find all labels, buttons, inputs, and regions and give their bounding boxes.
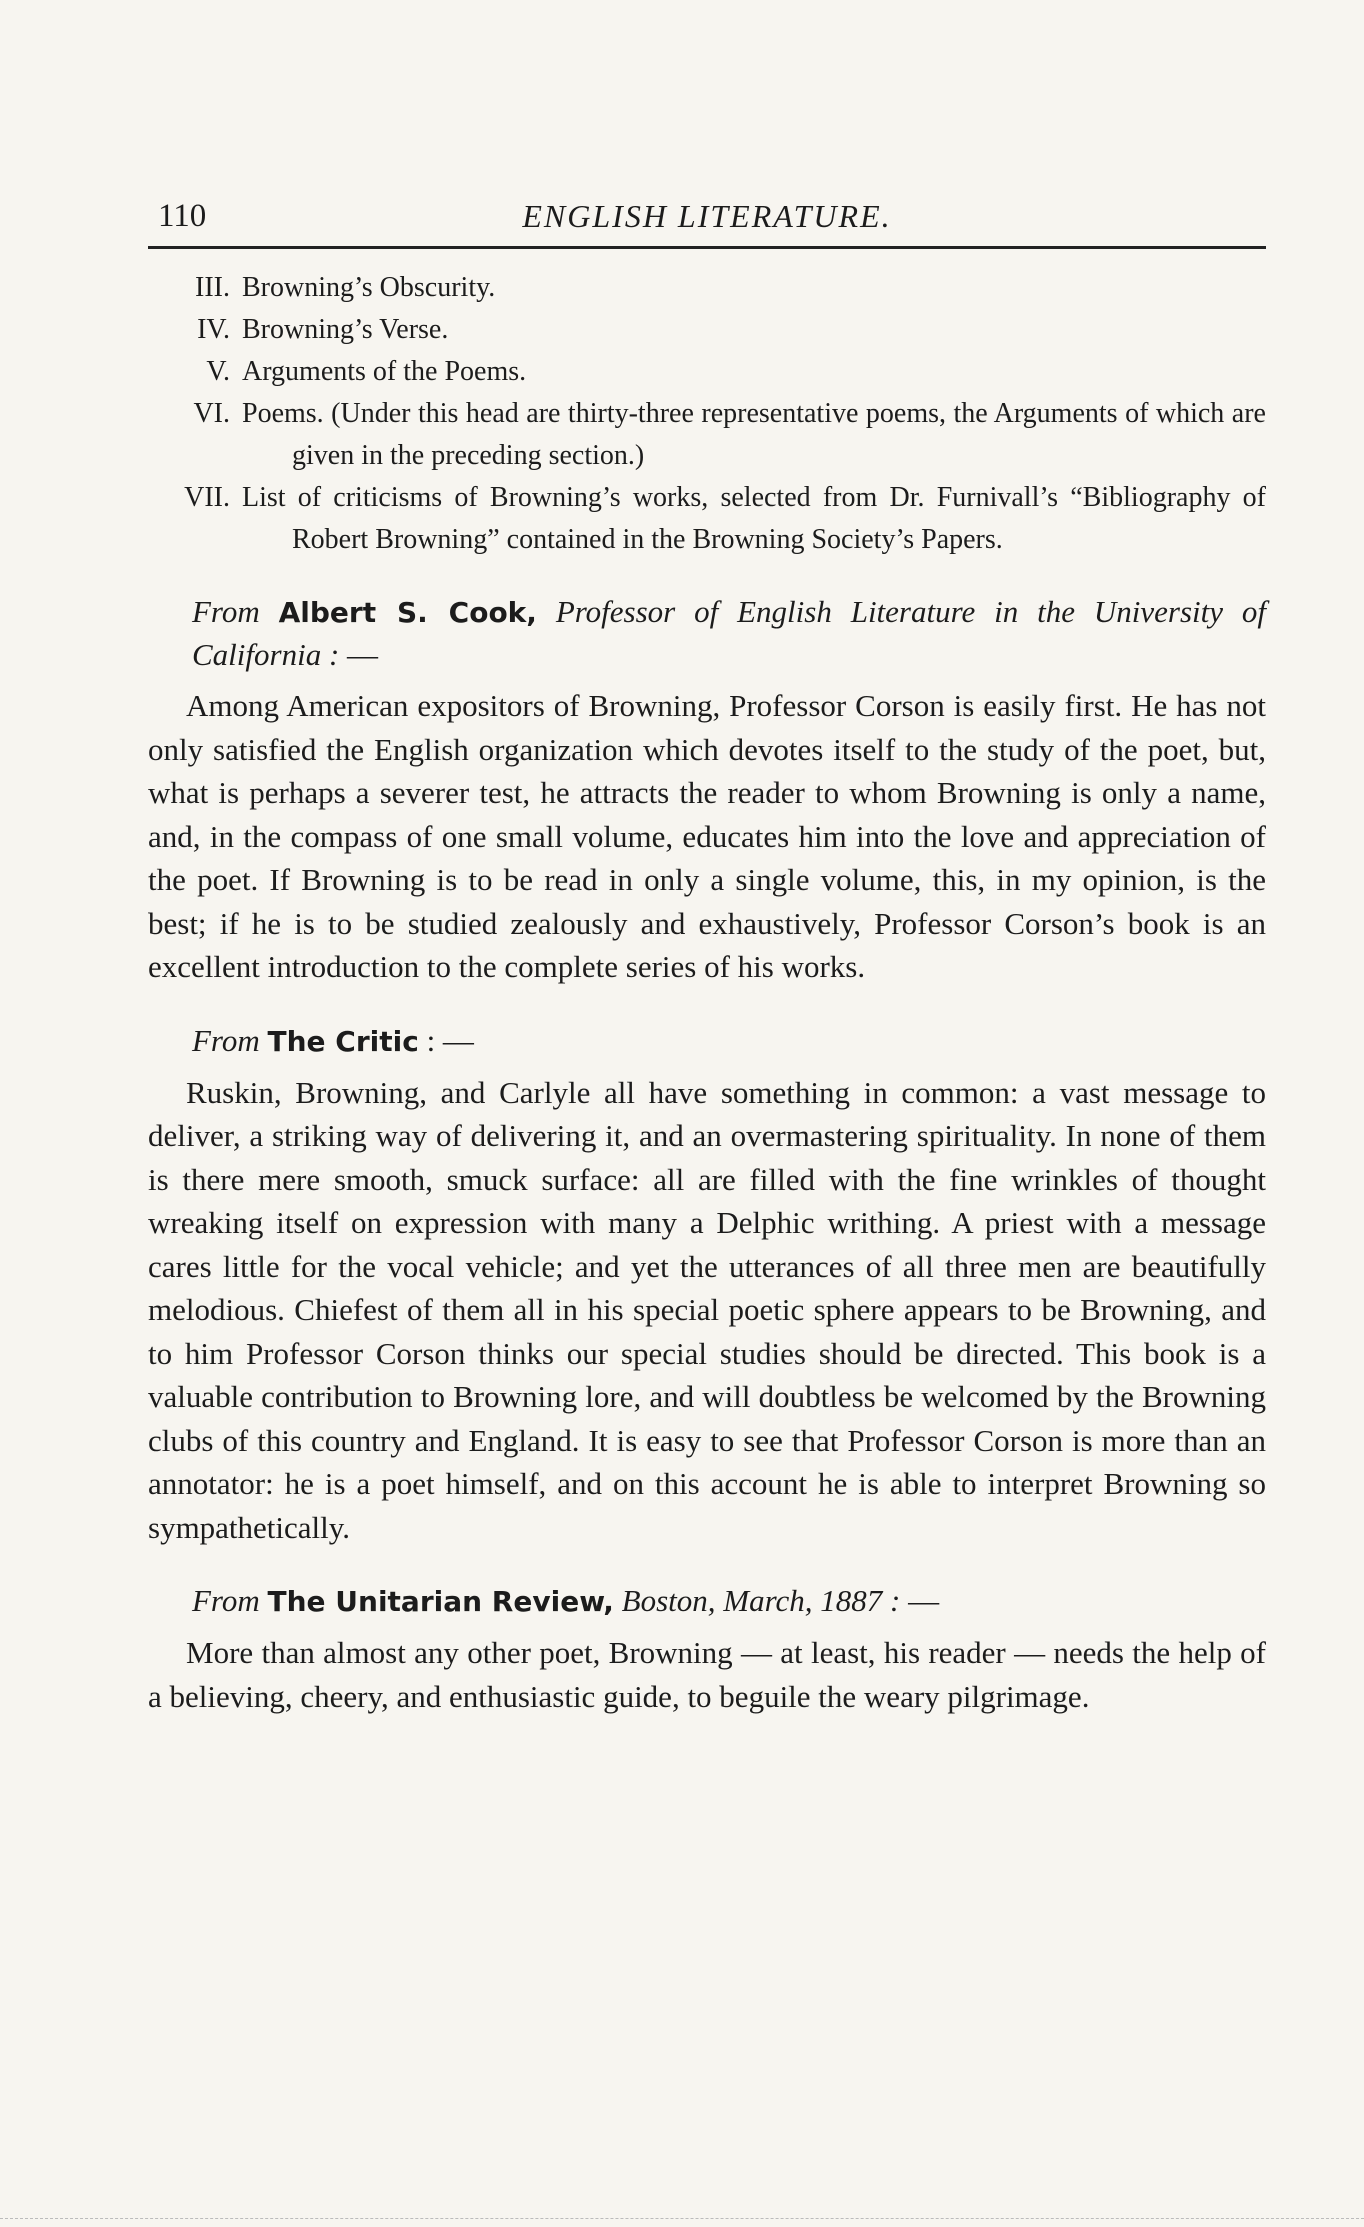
list-item-number: V.: [206, 356, 230, 387]
page-edge-divider: [0, 2218, 1364, 2219]
list-item-number: VII.: [184, 482, 230, 513]
list-item-text: Poems. (Under this head are thirty-three representative poems, the Arguments of which are given in the preceding section.): [242, 398, 1266, 471]
list-item-number: VI.: [193, 398, 230, 429]
review-text: Among American expositors of Browning, Professor Corson is easily first. He has not only satisfied the English organization which devotes itself to the study of the poet, but, what is perhaps a severer test, he attracts the reader to whom Browning is only a name, and, in the compass of one small volume, educates him into the love and appreciation of the poet. If Browning is to be read in only a single volume, this, in my opinion, is the best; if he is to be studied zealously and exhaustively, Professor Corson’s book is an excellent introduction to the complete series of his works.: [148, 688, 1266, 984]
source-from: From: [192, 1022, 260, 1058]
source-name: Albert S. Cook,: [278, 596, 537, 629]
list-item-text: Arguments of the Poems.: [242, 356, 527, 387]
running-title: ENGLISH LITERATURE.: [522, 198, 892, 234]
source-heading: [148, 1580, 1266, 1623]
list-item-text: Browning’s Verse.: [242, 314, 449, 345]
review-text: Ruskin, Browning, and Carlyle all have something in common: a vast message to deliver, a striking way of delivering it, and an overmastering spirituality. In none of them is there mere smooth, smuck surface: all are filled with the fine wrinkles of thought wreaking itself on expression with many a Delphic writhing. A priest with a message cares little for the vocal vehicle; and yet the utterances of all three men are beautifully melodious. Chiefest of them all in his special poetic sphere appears to be Browning, and to him Professor Corson thinks our special studies should be directed. This book is a valuable contribution to Browning lore, and will doubtless be welcomed by the Browning clubs of this country and England. It is easy to see that Professor Corson is more than an annotator: he is a poet himself, and on this account he is able to interpret Browning so sympathetically.: [148, 1074, 1266, 1545]
page-header: [148, 188, 1266, 249]
source-heading: [148, 591, 1266, 676]
page: [148, 188, 1266, 1749]
list-item: [148, 309, 1266, 351]
review-critic: [148, 1020, 1266, 1550]
source-name: The Unitarian Review,: [267, 1585, 614, 1618]
list-item-number: III.: [195, 272, 230, 303]
list-item-number: IV.: [197, 314, 230, 345]
source-dash: —: [339, 637, 379, 672]
source-dash: : —: [418, 1022, 474, 1058]
source-dash: —: [900, 1583, 940, 1618]
page-number: 110: [158, 198, 207, 234]
review-unitarian: [148, 1580, 1266, 1718]
source-heading: [148, 1020, 1266, 1063]
source-affiliation: Professor of English Literature in the University of California :: [192, 594, 1266, 672]
list-item-text: List of criticisms of Browning’s works, selected from Dr. Furnivall’s “Bibliography of Robert Browning” contained in the Browning Society’s Papers.: [242, 482, 1266, 555]
list-item: [148, 393, 1266, 477]
source-affiliation: Boston, March, 1887 :: [621, 1583, 901, 1618]
source-from: From: [192, 1583, 260, 1618]
review-text: More than almost any other poet, Browning — at least, his reader — needs the help of a believing, cheery, and enthusiastic guide, to beguile the weary pilgrimage.: [148, 1635, 1266, 1714]
list-item: [148, 351, 1266, 393]
source-name: The Critic: [267, 1024, 419, 1058]
source-from: From: [192, 594, 260, 629]
review-cook: [148, 591, 1266, 989]
list-item: [148, 477, 1266, 561]
list-item-text: Browning’s Obscurity.: [242, 272, 496, 303]
contents-list: [148, 267, 1266, 561]
list-item: [148, 267, 1266, 309]
